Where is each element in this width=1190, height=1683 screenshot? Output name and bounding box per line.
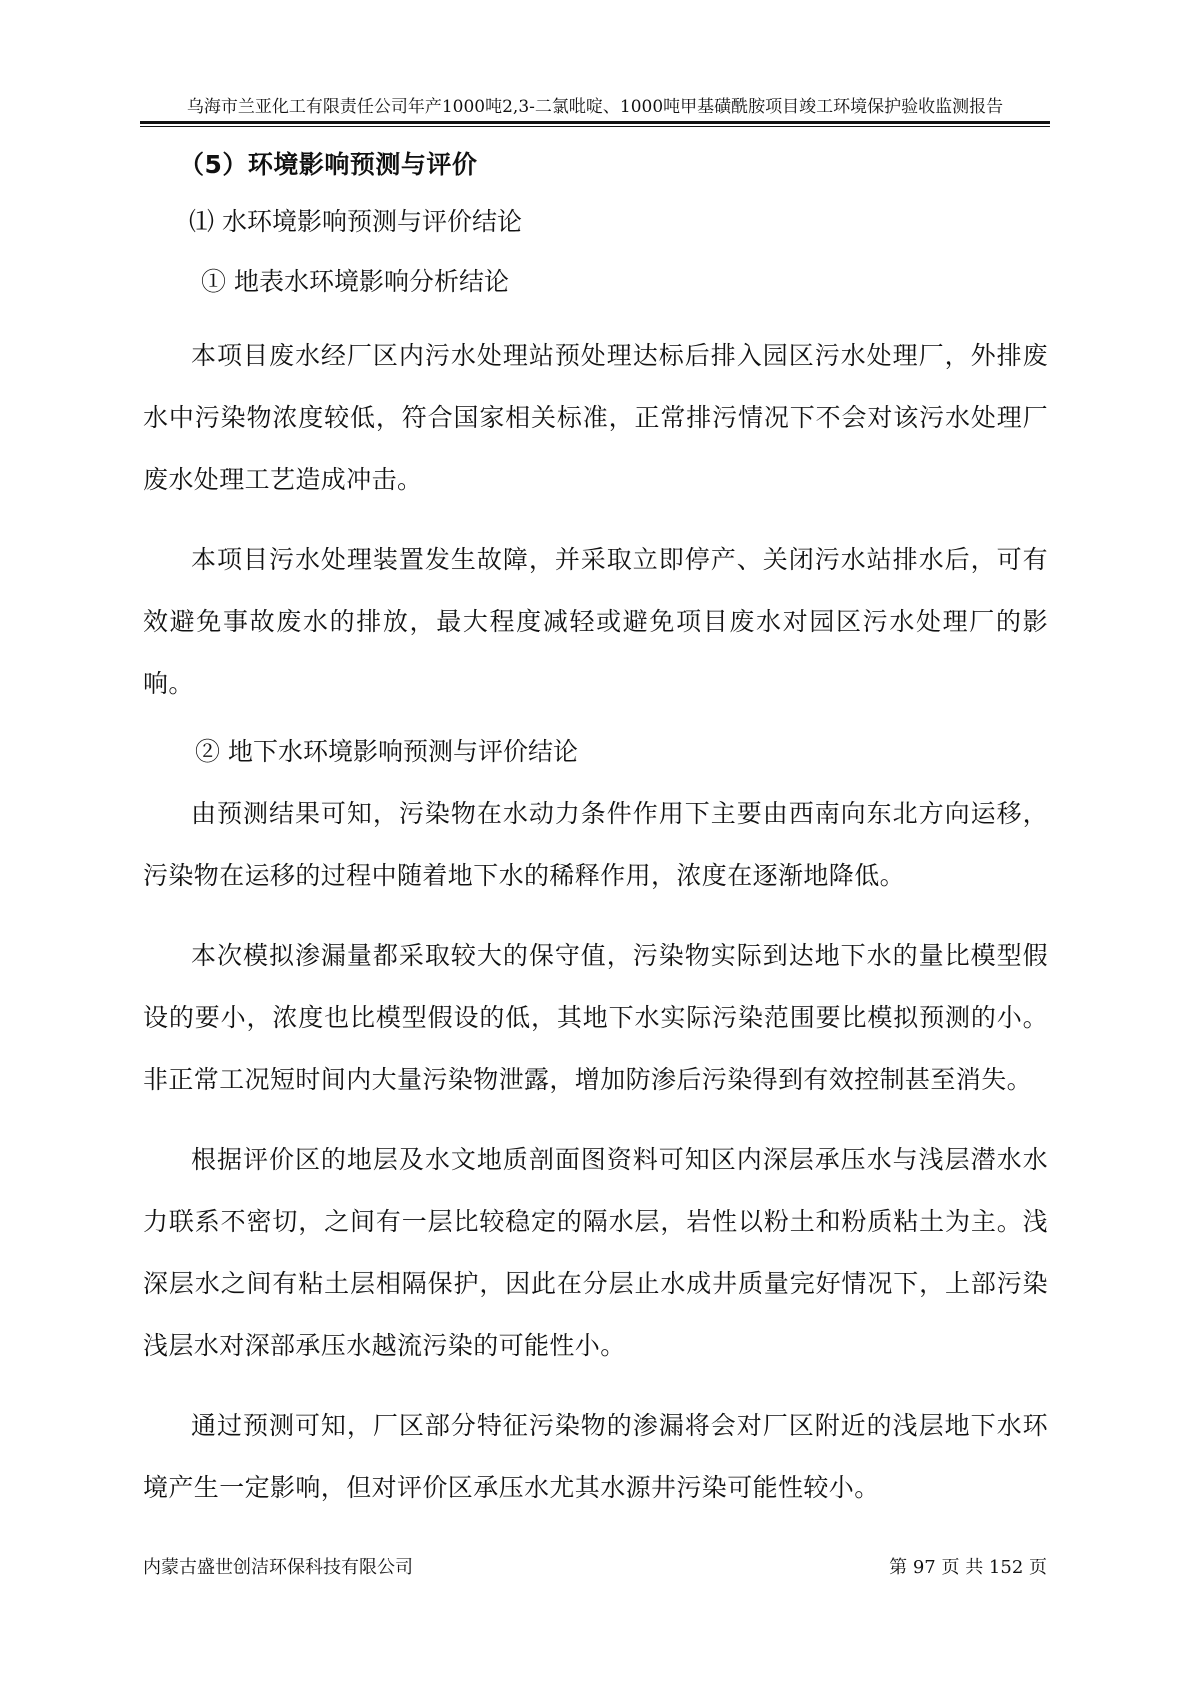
page-content: [143, 150, 1048, 1519]
section-title: （5）环境影响预测与评价: [179, 150, 478, 179]
footer-company: 内蒙古盛世创洁环保科技有限公司: [143, 1557, 413, 1578]
paragraph: 通过预测可知，厂区部分特征污染物的渗漏将会对厂区附近的浅层地下水环境产生一定影响，但对评价区承压水尤其水源井污染可能性较小。: [143, 1411, 1048, 1502]
paragraph: 本项目污水处理装置发生故障，并采取立即停产、关闭污水站排水后，可有效避免事故废水的排放，最大程度减轻或避免项目废水对园区污水处理厂的影响。: [143, 545, 1048, 698]
footer-page-number: 第 97 页 共 152 页: [889, 1557, 1047, 1578]
item2-title: ② 地下水环境影响预测与评价结论: [195, 737, 578, 766]
header-rule-thin: [140, 126, 1050, 127]
page-header: 乌海市兰亚化工有限责任公司年产1000吨2,3-二氯吡啶、1000吨甲基磺酰胺项目竣工环境保护验收监测报告: [186, 97, 1004, 117]
header-rule: [140, 121, 1050, 124]
subsection-title: ⑴ 水环境影响预测与评价结论: [189, 207, 522, 236]
paragraph: 本项目废水经厂区内污水处理站预处理达标后排入园区污水处理厂，外排废水中污染物浓度较低，符合国家相关标准，正常排污情况下不会对该污水处理厂废水处理工艺造成冲击。: [143, 341, 1048, 494]
paragraph: 由预测结果可知，污染物在水动力条件作用下主要由西南向东北方向运移，污染物在运移的过程中随着地下水的稀释作用，浓度在逐渐地降低。: [143, 799, 1048, 890]
paragraph: 本次模拟渗漏量都采取较大的保守值，污染物实际到达地下水的量比模型假设的要小，浓度也比模型假设的低，其地下水实际污染范围要比模拟预测的小。非正常工况短时间内大量污染物泄露，增加防渗后污染得到有效控制甚至消失。: [143, 941, 1048, 1094]
paragraph: 根据评价区的地层及水文地质剖面图资料可知区内深层承压水与浅层潜水水力联系不密切，之间有一层比较稳定的隔水层，岩性以粉土和粉质粘土为主。浅深层水之间有粘土层相隔保护，因此在分层止水成井质量完好情况下，上部污染浅层水对深部承压水越流污染的可能性小。: [143, 1145, 1048, 1360]
item1-title: ① 地表水环境影响分析结论: [201, 267, 509, 296]
